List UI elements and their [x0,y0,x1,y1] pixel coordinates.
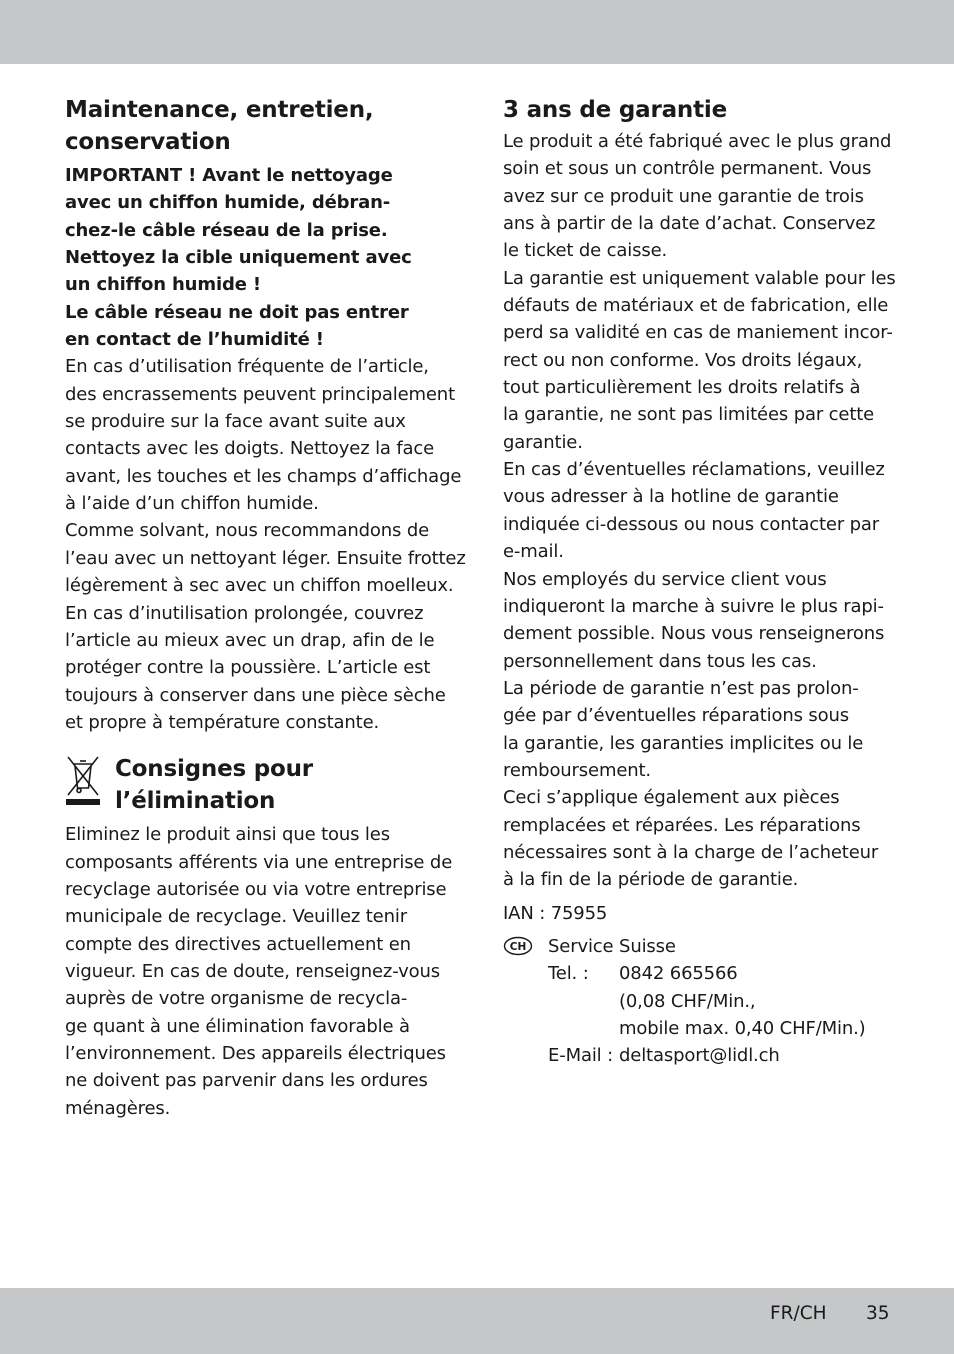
body-line: municipale de recyclage. Veuillez tenir [65,906,407,928]
maintenance-body [65,353,466,736]
body-line: le ticket de caisse. [503,240,668,262]
important-notice [65,162,457,353]
body-line: la garantie, ne sont pas limitées par cette [503,404,875,426]
important-line: chez-le câble réseau de la prise. [65,219,388,241]
warranty-heading: 3 ans de garantie [503,97,727,123]
body-line: légèrement à sec avec un chiffon moelleux. [65,575,454,597]
email-address: deltasport@lidl.ch [619,1045,780,1067]
body-line: La garantie est uniquement valable pour les [503,267,896,289]
body-line: ans à partir de la date d’achat. Conservez [503,213,876,235]
maintenance-heading-line: conservation [65,129,231,155]
service-name: Service Suisse [548,935,676,957]
body-line: composants afférents via une entreprise de [65,851,453,873]
disposal-heading-line: l’élimination [115,788,276,815]
maintenance-heading [65,94,457,158]
body-line: remplacées et réparées. Les réparations [503,814,861,836]
body-line: vous adresser à la hotline de garantie [503,486,839,508]
service-details [548,933,866,1070]
body-line: avant, les touches et les champs d’affichage [65,465,462,487]
body-line: La période de garantie n’est pas prolon- [503,677,859,699]
right-column [503,94,895,1070]
body-line: recyclage autorisée ou via votre entreprise [65,878,447,900]
tel-mobile-rate: mobile max. 0,40 CHF/Min.) [619,1018,866,1039]
email-row [548,1042,866,1069]
important-line: Nettoyez la cible uniquement avec [65,247,412,269]
body-line: rect ou non conforme. Vos droits légaux, [503,349,863,371]
body-line: Ceci s’applique également aux pièces [503,787,840,809]
body-line: compte des directives actuellement en [65,933,411,955]
body-line: garantie. [503,431,583,453]
body-line: ménagères. [65,1097,171,1119]
tel-row [548,960,866,987]
email-label: E-Mail : [548,1045,614,1067]
body-line: indiquée ci-dessous ou nous contacter par [503,513,880,535]
important-line: avec un chiffon humide, débran- [65,192,391,214]
body-line: Eliminez le produit ainsi que tous les [65,824,390,846]
service-contact [503,933,895,1070]
ian-number: IAN : 75955 [503,902,608,924]
body-line: vigueur. En cas de doute, renseignez-vous [65,960,440,982]
body-line: ge quant à une élimination favorable à [65,1015,410,1037]
body-line: la garantie, les garanties implicites ou le [503,732,864,754]
body-line: l’environnement. Des appareils électriques [65,1042,446,1064]
body-line: se produire sur la face avant suite aux [65,411,406,433]
body-line: ne doivent pas parvenir dans les ordures [65,1070,428,1092]
tel-label: Tel. : [548,963,589,985]
body-line: à l’aide d’un chiffon humide. [65,493,319,515]
body-line: tout particulièrement les droits relatifs à [503,377,861,399]
body-line: remboursement. [503,759,652,781]
body-line: contacts avec les doigts. Nettoyez la face [65,438,435,460]
body-line: soin et sous un contrôle permanent. Vous [503,158,872,180]
ch-badge-text: CH [509,940,527,953]
body-line: toujours à conserver dans une pièce sèche [65,684,446,706]
body-line: nécessaires sont à la charge de l’acheteur [503,841,879,863]
body-line: des encrassements peuvent principalement [65,383,455,405]
footer-language: FR/CH [770,1303,827,1324]
disposal-body [65,821,457,1122]
body-line: dement possible. Nous vous renseignerons [503,623,885,645]
top-band [0,0,954,64]
body-line: avez sur ce produit une garantie de trois [503,185,864,207]
ch-country-icon [503,936,533,956]
crossed-out-wheelie-bin-icon [65,755,101,807]
body-line: En cas d’inutilisation prolongée, couvrez [65,602,424,624]
body-line: Nos employés du service client vous [503,568,827,590]
body-line: perd sa validité en cas de maniement incor- [503,322,893,344]
body-line: à la fin de la période de garantie. [503,869,799,891]
body-line: l’article au mieux avec un drap, afin de le [65,629,435,651]
tel-rate: (0,08 CHF/Min., [619,990,756,1012]
body-line: En cas d’utilisation fréquente de l’article, [65,356,429,378]
body-line: l’eau avec un nettoyant léger. Ensuite frottez [65,547,466,569]
body-line: auprès de votre organisme de recycla- [65,988,408,1010]
disposal-heading-row [65,753,457,817]
important-line: Le câble réseau ne doit pas entrer [65,301,409,323]
important-line: un chiffon humide ! [65,274,261,296]
disposal-heading-line: Consignes pour [115,756,313,783]
warranty-body [503,128,895,894]
body-line: personnellement dans tous les cas. [503,650,817,672]
body-line: gée par d’éventuelles réparations sous [503,705,849,727]
body-line: Le produit a été fabriqué avec le plus grand [503,131,892,152]
body-line: indiqueront la marche à suivre le plus rapi- [503,595,884,617]
important-line: IMPORTANT ! Avant le nettoyage [65,165,393,186]
body-line: e-mail. [503,541,564,563]
body-line: et propre à température constante. [65,711,380,733]
important-line: en contact de l’humidité ! [65,329,324,351]
disposal-heading [115,753,313,817]
body-line: En cas d’éventuelles réclamations, veuillez [503,459,885,481]
left-column [65,94,466,1122]
body-line: défauts de matériaux et de fabrication, elle [503,295,889,317]
tel-number: 0842 665566 [619,963,738,985]
maintenance-heading-line: Maintenance, entretien, [65,97,374,123]
body-line: Comme solvant, nous recommandons de [65,520,430,542]
body-line: protéger contre la poussière. L’article est [65,657,431,679]
page-number: 35 [866,1303,890,1324]
